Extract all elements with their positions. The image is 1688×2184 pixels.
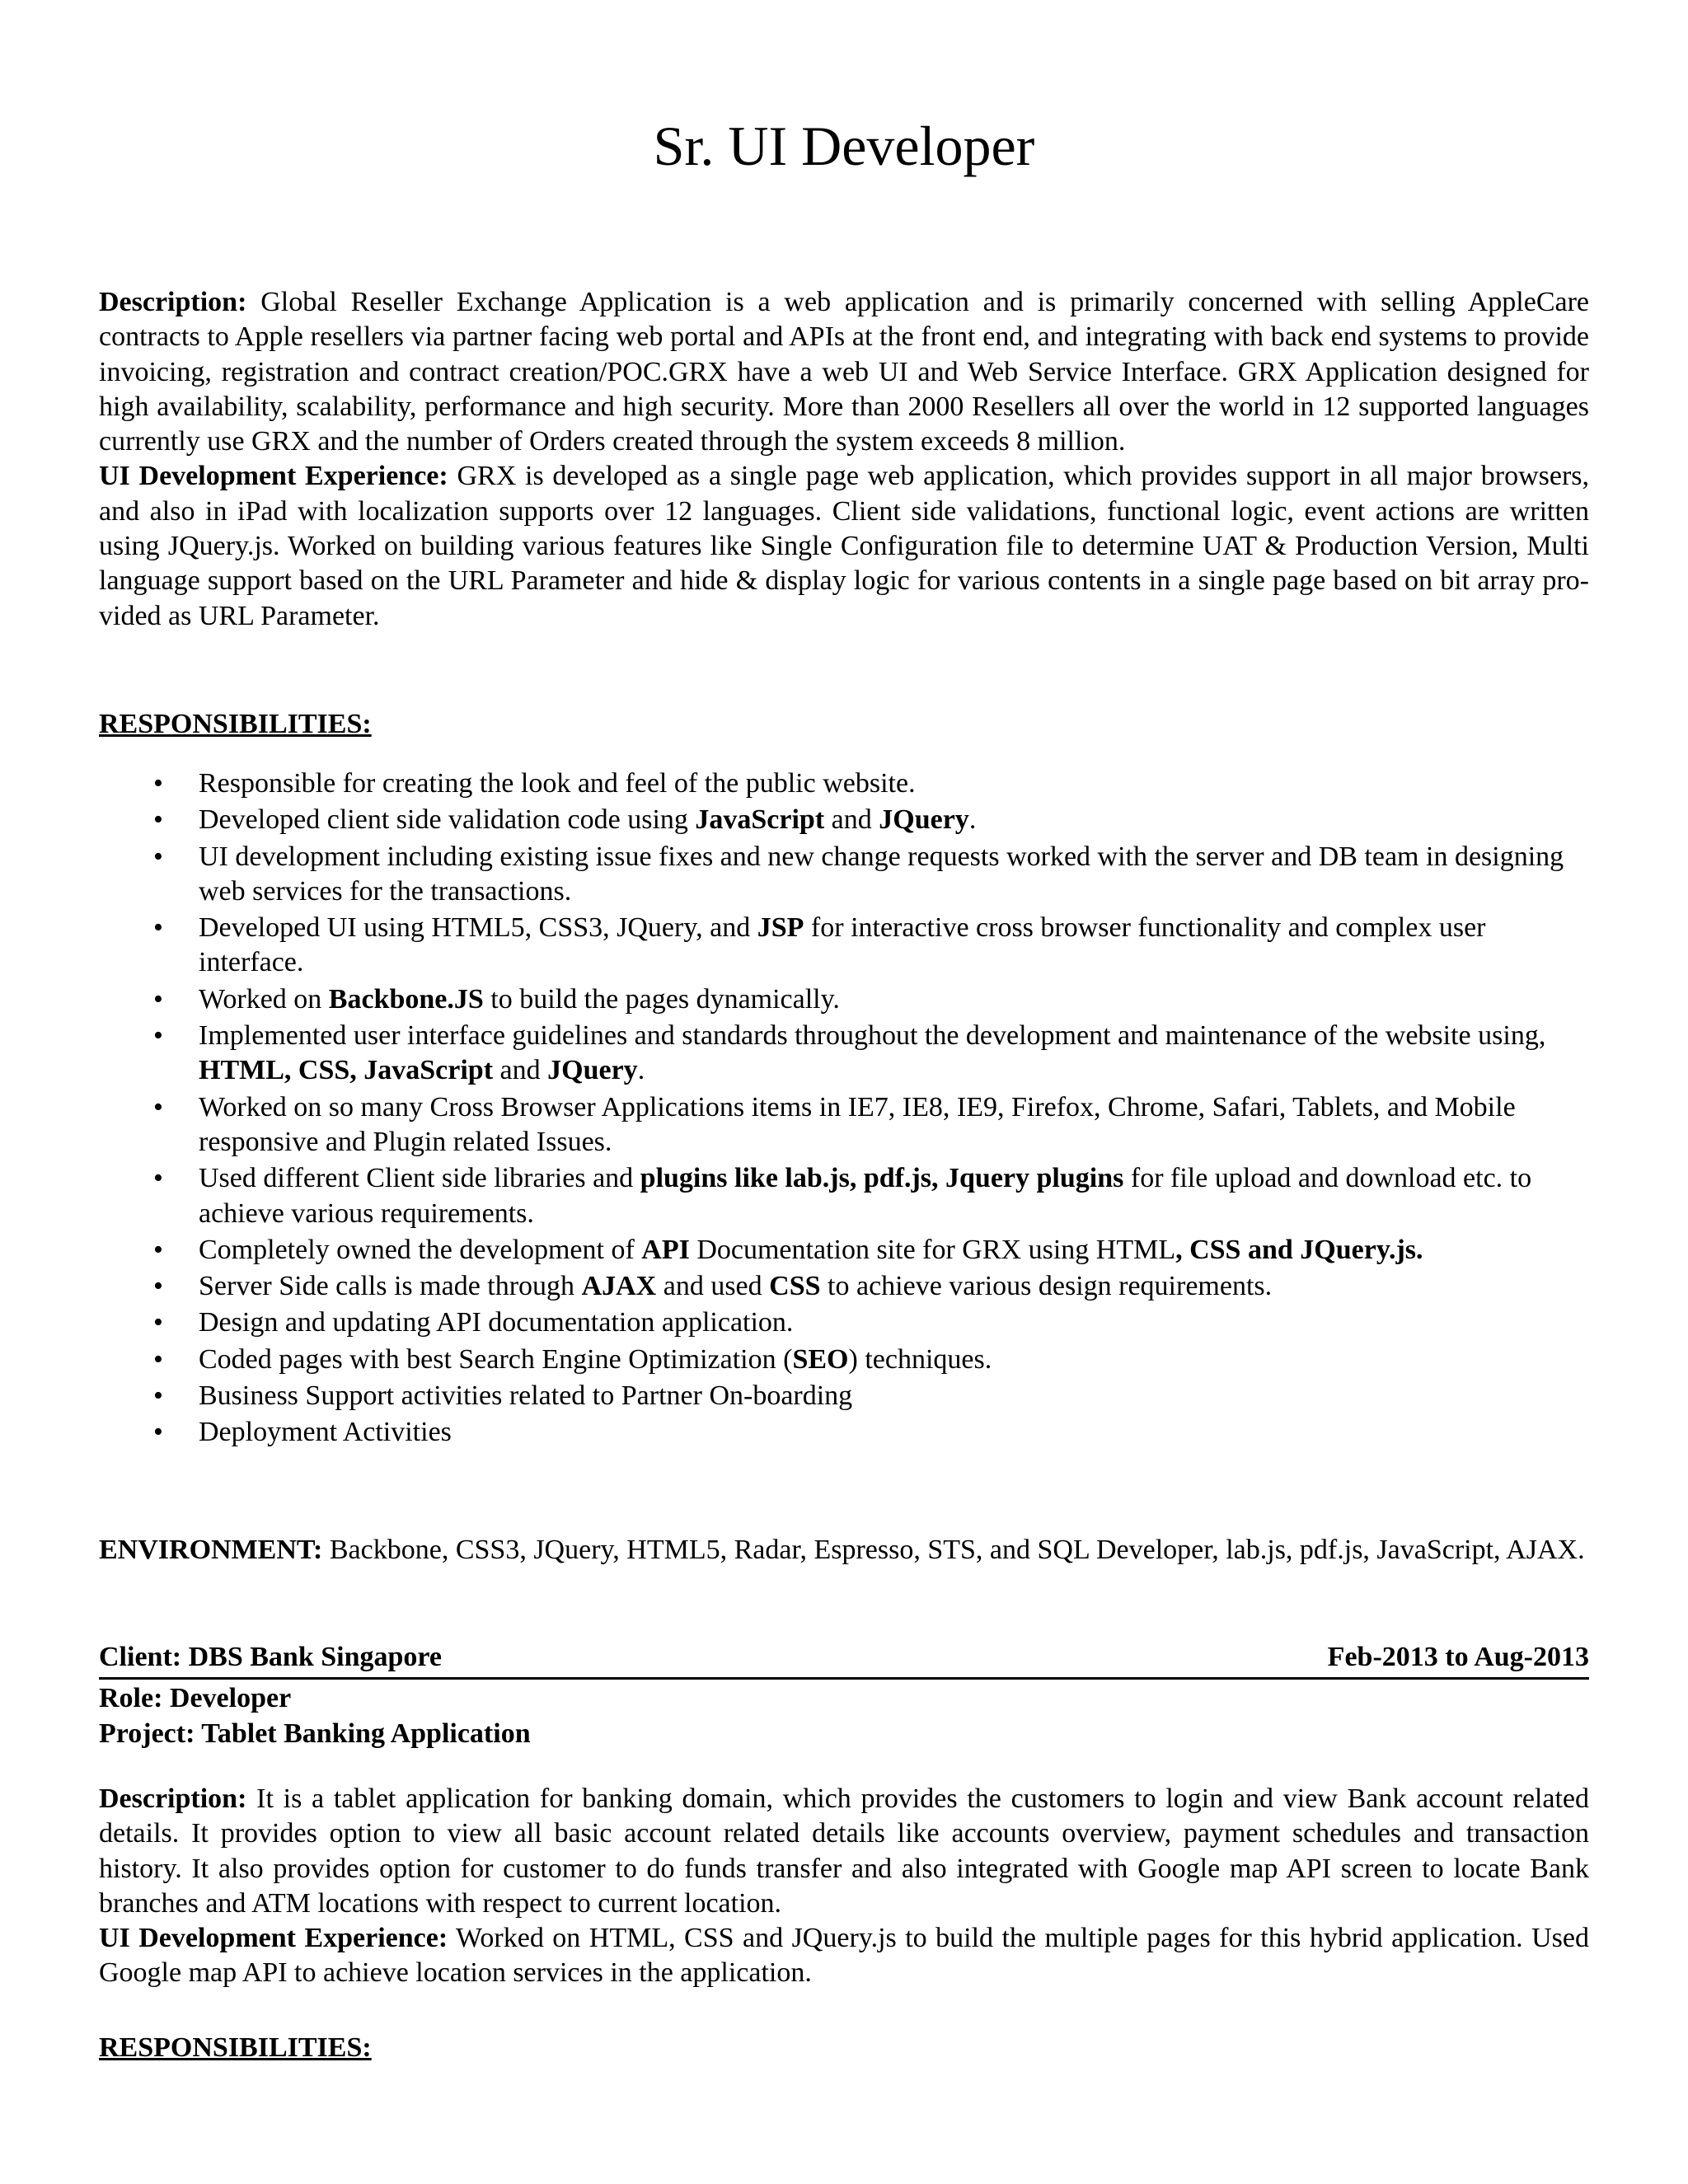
bullet-bold: HTML, CSS, JavaScript bbox=[199, 1055, 494, 1086]
list-item bbox=[99, 1161, 1589, 1231]
list-item bbox=[99, 1343, 1589, 1377]
bullet-icon: • bbox=[153, 1091, 163, 1122]
bullet-text: Business Support activities related to Partner On-boarding bbox=[199, 1380, 853, 1412]
bullet-text: . bbox=[968, 804, 977, 836]
environment-text: Backbone, CSS3, JQuery, HTML5, Radar, Espresso, STS, and SQL Developer, lab.js, pdf.js, JavaScript, AJAX. bbox=[329, 1535, 1585, 1565]
bullet-text: to achieve various design requirements. bbox=[820, 1271, 1273, 1302]
bullet-icon: • bbox=[153, 768, 163, 799]
responsibilities-list bbox=[99, 766, 1589, 1452]
list-item bbox=[99, 766, 1589, 801]
bullet-icon: • bbox=[153, 1417, 163, 1448]
bullet-text: Design and updating API documentation application. bbox=[199, 1307, 794, 1338]
description-label: Description: bbox=[99, 1783, 247, 1814]
project1-description bbox=[99, 285, 1589, 634]
bullet-text: and bbox=[493, 1055, 548, 1086]
list-item bbox=[99, 1269, 1589, 1304]
bullet-text: Deployment Activities bbox=[199, 1417, 452, 1448]
bullet-text: ) techniques. bbox=[848, 1343, 992, 1375]
bullet-text: for interactive cross browser functionality and complex user interface. bbox=[199, 912, 1486, 978]
page-title: Sr. UI Developer bbox=[653, 115, 1035, 177]
list-item bbox=[99, 1305, 1589, 1340]
role-line: Role: Developer bbox=[99, 1683, 292, 1713]
bullet-bold: JQuery bbox=[547, 1055, 638, 1086]
bullet-bold: plugins like lab.js, pdf.js, Jquery plugins bbox=[640, 1163, 1124, 1194]
responsibilities-heading-2: RESPONSIBILITIES: bbox=[99, 2032, 372, 2063]
bullet-text: Used different Client side libraries and bbox=[199, 1163, 640, 1194]
bullet-bold: AJAX bbox=[581, 1271, 657, 1302]
bullet-text: for file upload and download etc. to achieve various requirements. bbox=[199, 1163, 1532, 1229]
bullet-text: and used bbox=[656, 1271, 770, 1302]
ui-experience-label: UI Development Experience: bbox=[99, 1923, 448, 1954]
bullet-text: Completely owned the development of bbox=[199, 1234, 642, 1265]
bullet-bold: API bbox=[641, 1234, 690, 1265]
list-item bbox=[99, 911, 1589, 981]
bullet-text: Documentation site for GRX using HTML bbox=[689, 1234, 1176, 1265]
responsibilities-heading: RESPONSIBILITIES: bbox=[99, 709, 372, 739]
bullet-bold: JavaScript bbox=[695, 804, 825, 836]
bullet-text: Server Side calls is made through bbox=[199, 1271, 582, 1302]
list-item bbox=[99, 840, 1589, 910]
client-row bbox=[99, 1640, 1589, 1675]
list-item bbox=[99, 982, 1589, 1017]
list-item bbox=[99, 803, 1589, 837]
bullet-text: Coded pages with best Search Engine Optimization ( bbox=[199, 1343, 793, 1375]
bullet-text: to build the pages dynamically. bbox=[483, 983, 840, 1015]
bullet-icon: • bbox=[153, 1343, 163, 1375]
bullet-text: Developed client side validation code using bbox=[199, 804, 696, 836]
ui-experience-text: Worked on HTML, CSS and JQuery.js to build the multiple pages for this hybrid application. Used Google map API to achieve location services in the application. bbox=[99, 1923, 1589, 1989]
bullet-text: Worked on bbox=[199, 983, 329, 1015]
bullet-icon: • bbox=[153, 1307, 163, 1338]
description-label: Description: bbox=[99, 287, 247, 317]
list-item bbox=[99, 1019, 1589, 1089]
bullet-icon: • bbox=[153, 1234, 163, 1265]
project-line: Project: Tablet Banking Application bbox=[99, 1718, 531, 1749]
bullet-text: Worked on so many Cross Browser Applications items in IE7, IE8, IE9, Firefox, Chrome, Safari, Tablets, and Mobile responsive and Plugin related Issues. bbox=[199, 1091, 1516, 1157]
environment-section bbox=[99, 1533, 1589, 1568]
environment-label: ENVIRONMENT: bbox=[99, 1535, 323, 1565]
bullet-bold: Backbone.JS bbox=[328, 983, 484, 1015]
bullet-text: Developed UI using HTML5, CSS3, JQuery, and bbox=[199, 912, 757, 944]
bullet-text: UI development including existing issue fixes and new change requests worked with the server and DB team in designing web services for the transactions. bbox=[199, 841, 1564, 907]
description-text: Global Reseller Exchange Application is a web application and is primarily concerned with selling AppleCare contracts to Apple resellers via partner facing web portal and APIs at the front end, and integrating with back end systems to provide invoicing, registration and contract creation/POC.GRX have a web UI and Web Service Interface. GRX Application designed for high availability, scalability, performance and high security. More than 2000 Resellers all over the world in 12 supported languages currently use GRX and the number of Orders created through the system exceeds 8 million. bbox=[99, 287, 1590, 457]
bullet-bold: JQuery bbox=[879, 804, 969, 836]
client-name: Client: DBS Bank Singapore bbox=[99, 1642, 442, 1672]
bullet-text: and bbox=[824, 804, 879, 836]
bullet-text: Responsible for creating the look and feel of the public website. bbox=[199, 768, 916, 799]
bullet-icon: • bbox=[153, 1020, 163, 1052]
client-dates: Feb-2013 to Aug-2013 bbox=[1327, 1642, 1589, 1672]
list-item bbox=[99, 1379, 1589, 1413]
bullet-icon: • bbox=[153, 841, 163, 872]
bullet-bold: JSP bbox=[757, 912, 804, 944]
bullet-bold: CSS bbox=[769, 1271, 821, 1302]
list-item bbox=[99, 1090, 1589, 1160]
bullet-text: Implemented user interface guidelines and standards throughout the development and maintenance of the website using, bbox=[199, 1020, 1546, 1052]
bullet-icon: • bbox=[153, 912, 163, 944]
ui-experience-label: UI Development Experience: bbox=[99, 461, 448, 492]
bullet-bold: SEO bbox=[792, 1343, 849, 1375]
ui-experience-text: GRX is developed as a single page web application, which provides support in all major browsers, and also in iPad with localization supports over 12 languages. Client side validations, functional logic, event actions are written using JQuery.js. Worked on building various features like Single Configuration file to determine UAT & Production Version, Multi language support based on the URL Parameter and hide & display logic for various contents in a single page based on bit array pro- vided as URL Parameter. bbox=[99, 461, 1589, 631]
bullet-bold: , CSS and JQuery.js. bbox=[1175, 1234, 1423, 1265]
bullet-text: . bbox=[637, 1055, 645, 1086]
bullet-icon: • bbox=[153, 1380, 163, 1412]
bullet-icon: • bbox=[153, 1163, 163, 1194]
project2-description bbox=[99, 1782, 1589, 1991]
bullet-icon: • bbox=[153, 983, 163, 1015]
list-item bbox=[99, 1233, 1589, 1268]
bullet-icon: • bbox=[153, 1271, 163, 1302]
list-item bbox=[99, 1415, 1589, 1450]
section-divider bbox=[99, 1677, 1589, 1680]
description-text: It is a tablet application for banking domain, which provides the customers to login and view Bank account related details. It provides option to view all basic account related details like accounts overview, payment schedules and transaction history. It also provides option for customer to do funds transfer and also integrated with Google map API screen to locate Bank branches and ATM locations with respect to current location. bbox=[99, 1783, 1590, 1919]
bullet-icon: • bbox=[153, 804, 163, 836]
